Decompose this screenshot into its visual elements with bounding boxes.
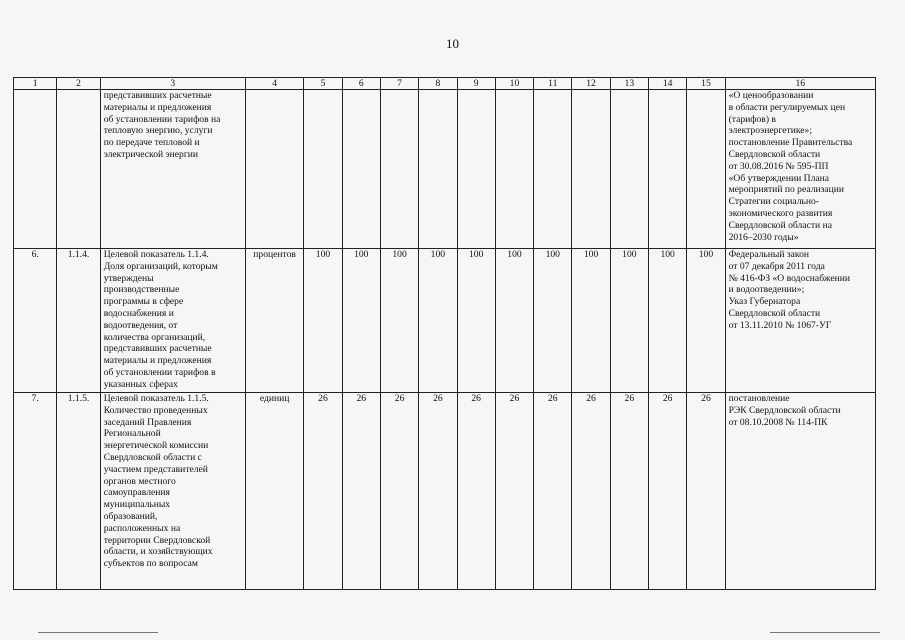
row-number: 7. <box>14 393 57 590</box>
scan-edge-mark <box>38 632 158 633</box>
column-number: 4 <box>245 78 303 90</box>
column-number: 3 <box>100 78 245 90</box>
value-cell: 26 <box>649 393 687 590</box>
column-number: 7 <box>380 78 418 90</box>
column-number: 1 <box>14 78 57 90</box>
value-cell <box>649 90 687 249</box>
column-number: 12 <box>572 78 610 90</box>
value-cell: 26 <box>342 393 380 590</box>
indicator-description: Целевой показатель 1.1.4. Доля организаций, которым утверждены производственные программы в сфере водоснабжения и водоотведения, от количества организаций, представивших расчетные материалы и предложения об установлении тарифов в указанных сферах <box>100 249 245 393</box>
value-cell <box>419 90 457 249</box>
value-cell <box>304 90 342 249</box>
indicator-code <box>57 90 100 249</box>
indicator-description: Целевой показатель 1.1.5. Количество проведенных заседаний Правления Региональной энергетической комиссии Свердловской области с участием представителей органов местного самоуправления муниципальных образований, расположенных на территории Свердловской области, и хозяйствующих субъектов по вопросам <box>100 393 245 590</box>
unit-cell <box>245 90 303 249</box>
value-cell <box>687 90 725 249</box>
indicator-code: 1.1.5. <box>57 393 100 590</box>
row-number <box>14 90 57 249</box>
column-number: 2 <box>57 78 100 90</box>
column-number: 6 <box>342 78 380 90</box>
column-number: 11 <box>534 78 572 90</box>
value-cell: 100 <box>495 249 533 393</box>
unit-cell: процентов <box>245 249 303 393</box>
column-number: 14 <box>649 78 687 90</box>
indicator-code: 1.1.4. <box>57 249 100 393</box>
value-cell: 100 <box>457 249 495 393</box>
column-number: 15 <box>687 78 725 90</box>
column-number: 10 <box>495 78 533 90</box>
value-cell: 100 <box>649 249 687 393</box>
legal-basis: «О ценообразовании в области регулируемых цен (тарифов) в электроэнергетике»; постановление Правительства Свердловской области от 30.08.2016 № 595-ПП «Об утверждении Плана мероприятий по реализации Стратегии социально- экономического развития Свердловской области на 2016–2030 годы» <box>725 90 875 249</box>
column-number: 16 <box>725 78 875 90</box>
value-cell: 100 <box>610 249 648 393</box>
value-cell: 100 <box>534 249 572 393</box>
value-cell: 100 <box>342 249 380 393</box>
value-cell: 100 <box>572 249 610 393</box>
value-cell <box>342 90 380 249</box>
value-cell: 26 <box>495 393 533 590</box>
value-cell: 26 <box>687 393 725 590</box>
value-cell <box>380 90 418 249</box>
column-number: 13 <box>610 78 648 90</box>
value-cell <box>534 90 572 249</box>
row-number: 6. <box>14 249 57 393</box>
indicator-description: представивших расчетные материалы и предложения об установлении тарифов на тепловую энергию, услуги по передаче тепловой и электрической энергии <box>100 90 245 249</box>
value-cell <box>610 90 648 249</box>
page-number: 10 <box>446 36 459 51</box>
unit-cell: единиц <box>245 393 303 590</box>
value-cell: 100 <box>419 249 457 393</box>
value-cell <box>572 90 610 249</box>
column-number: 8 <box>419 78 457 90</box>
table-row <box>14 393 876 590</box>
legal-basis: Федеральный закон от 07 декабря 2011 года № 416-ФЗ «О водоснабжении и водоотведении»; Указ Губернатора Свердловской области от 13.11.2010 № 1067-УГ <box>725 249 875 393</box>
column-number-row <box>14 78 876 90</box>
value-cell: 26 <box>419 393 457 590</box>
value-cell: 26 <box>572 393 610 590</box>
value-cell: 26 <box>380 393 418 590</box>
value-cell: 100 <box>380 249 418 393</box>
value-cell: 26 <box>610 393 648 590</box>
value-cell: 100 <box>304 249 342 393</box>
value-cell: 26 <box>304 393 342 590</box>
value-cell <box>457 90 495 249</box>
value-cell: 26 <box>457 393 495 590</box>
table-row <box>14 90 876 249</box>
column-number: 9 <box>457 78 495 90</box>
value-cell: 100 <box>687 249 725 393</box>
scan-edge-mark <box>770 632 880 633</box>
legal-basis: постановление РЭК Свердловской области от 08.10.2008 № 114-ПК <box>725 393 875 590</box>
value-cell <box>495 90 533 249</box>
column-number: 5 <box>304 78 342 90</box>
value-cell: 26 <box>534 393 572 590</box>
table-row <box>14 249 876 393</box>
indicators-table <box>13 77 876 590</box>
